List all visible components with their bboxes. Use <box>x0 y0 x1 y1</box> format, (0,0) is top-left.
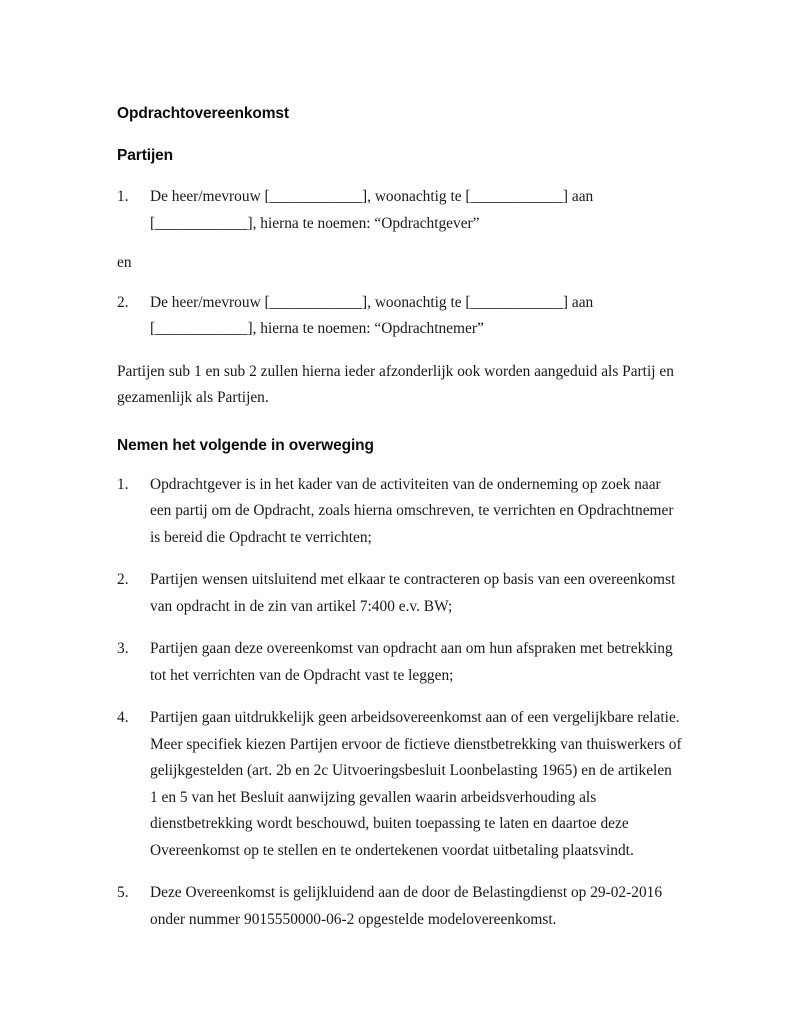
considerations-heading: Nemen het volgende in overweging <box>117 436 374 454</box>
consideration-item-3-text: Partijen gaan deze overeenkomst van opdracht aan om hun afspraken met betrekking tot het verrichten van de Opdracht vast te leggen; <box>150 640 673 684</box>
parties-list-second <box>117 290 683 343</box>
considerations-list <box>117 472 683 934</box>
party-item-2-marker: 2. <box>117 293 129 311</box>
party-item-1 <box>117 184 683 237</box>
parties-connector: en <box>117 254 132 271</box>
consideration-item-5-text: Deze Overeenkomst is gelijkluidend aan de door de Belastingdienst op 29-02-2016 onder nummer 9015550000-06-2 opgestelde modelovereenkomst. <box>150 884 663 928</box>
document-title: Opdrachtovereenkomst <box>117 105 289 122</box>
consideration-item-4-text: Partijen gaan uitdrukkelijk geen arbeidsovereenkomst aan of een vergelijkbare relatie. Meer specifiek kiezen Partijen ervoor de fictieve dienstbetrekking van thuiswerkers of gelijkgestelden (art. 2b en 2c Uitvoeringsbesluit Loonbelasting 1965) en de artikelen 1 en 5 van het Besluit aanwijzing gevallen waarin arbeidsverhouding als dienstbetrekking wordt beschouwd, buiten toepassing te laten en daartoe deze Overeenkomst op te stellen en te ondertekenen voordat uitbetaling plaatsvindt. <box>150 709 682 859</box>
consideration-item-3 <box>117 636 683 689</box>
consideration-item-5 <box>117 880 683 933</box>
consideration-item-1-marker: 1. <box>117 475 129 493</box>
consideration-item-2 <box>117 567 683 620</box>
consideration-item-4 <box>117 705 683 864</box>
parties-note-paragraph: Partijen sub 1 en sub 2 zullen hierna ieder afzonderlijk ook worden aangeduid als Partij en gezamenlijk als Partijen. <box>117 362 674 406</box>
consideration-item-5-marker: 5. <box>117 884 129 901</box>
party-item-1-text: De heer/mevrouw [____________], woonachtig te [____________] aan [____________], hierna te noemen: “Opdrachtgever” <box>150 188 594 232</box>
consideration-item-2-text: Partijen wensen uitsluitend met elkaar te contracteren op basis van een overeenkomst van opdracht in de zin van artikel 7:400 e.v. BW; <box>150 571 676 615</box>
consideration-item-3-marker: 3. <box>117 640 129 657</box>
parties-heading: Partijen <box>117 147 174 164</box>
consideration-item-1-text: Opdrachtgever is in het kader van de activiteiten van de onderneming op zoek naar een partij om de Opdracht, zoals hierna omschreven, te verrichten en Opdrachtnemer is bereid die Opdracht te verrichten; <box>150 475 674 546</box>
consideration-item-4-marker: 4. <box>117 709 129 726</box>
parties-list <box>117 184 683 237</box>
consideration-item-1 <box>117 472 683 552</box>
consideration-item-2-marker: 2. <box>117 571 129 588</box>
party-item-2-text: De heer/mevrouw [____________], woonachtig te [____________] aan [____________], hierna te noemen: “Opdrachtnemer” <box>150 293 594 337</box>
party-item-1-marker: 1. <box>117 188 129 205</box>
party-item-2 <box>117 290 683 343</box>
document-body <box>117 104 683 949</box>
